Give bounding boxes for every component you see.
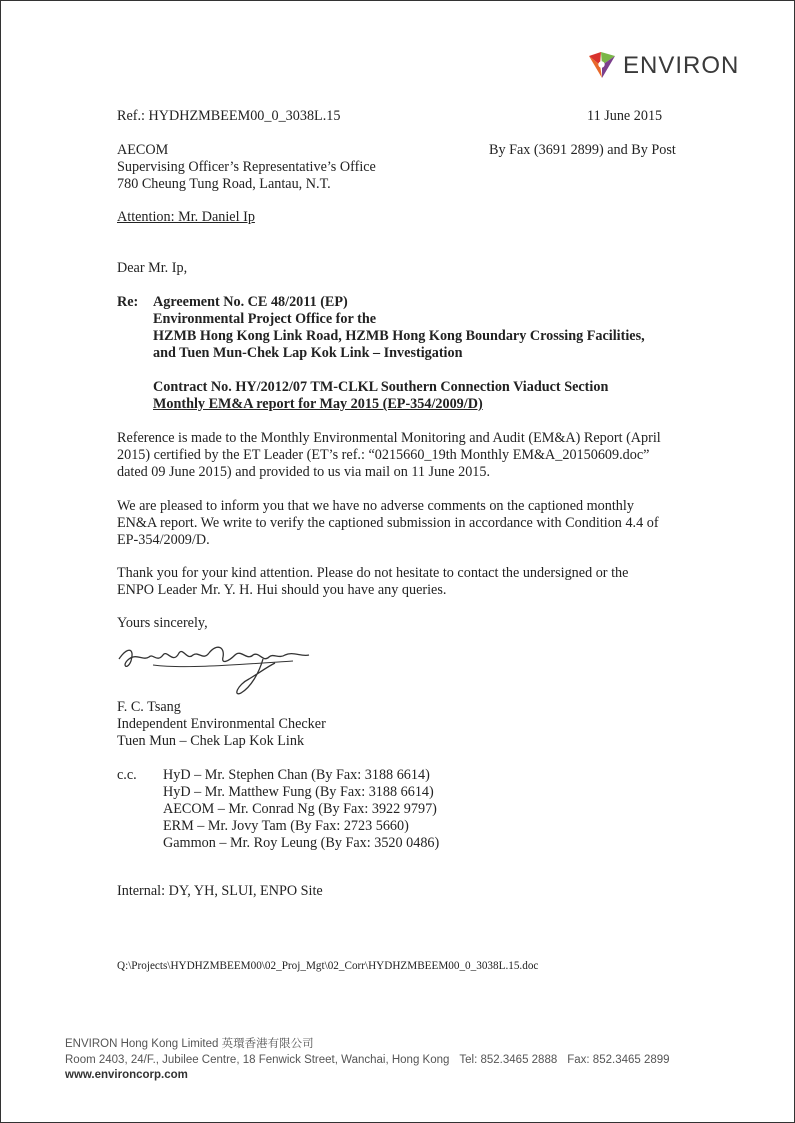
paragraph-line: EN&A report. We write to verify the captioned submission in accordance with Condition 4.4 of: [117, 515, 659, 531]
paragraph-line: EP-354/2009/D.: [117, 532, 210, 548]
contract-line: Contract No. HY/2012/07 TM-CLKL Southern Connection Viaduct Section: [153, 379, 609, 395]
paragraph-line: We are pleased to inform you that we have no adverse comments on the captioned monthly: [117, 498, 634, 514]
paragraph-line: Reference is made to the Monthly Environmental Monitoring and Audit (EM&A) Report (April: [117, 430, 661, 446]
paragraph-reference: [117, 430, 685, 481]
paragraph-comments: [117, 498, 685, 549]
recipient-address: [117, 142, 376, 193]
cc-item: Gammon – Mr. Roy Leung (By Fax: 3520 0486): [163, 835, 440, 851]
cc-list: [163, 767, 439, 852]
reference-number: Ref.: HYDHZMBEEM00_0_3038L.15: [117, 108, 341, 124]
subject-line: HZMB Hong Kong Link Road, HZMB Hong Kong Boundary Crossing Facilities,: [153, 328, 645, 344]
paragraph-thanks: [117, 565, 685, 599]
contract-block: [153, 379, 608, 413]
paragraph-line: dated 09 June 2015) and provided to us via mail on 11 June 2015.: [117, 464, 491, 480]
cc-label: c.c.: [117, 767, 137, 783]
paragraph-line: Thank you for your kind attention. Please do not hesitate to contact the undersigned or the: [117, 565, 629, 581]
environ-logo-text: ENVIRON: [623, 51, 740, 79]
footer-contact-row: [65, 1053, 670, 1069]
company-footer: [65, 1037, 670, 1084]
environ-logo: [587, 50, 739, 80]
footer-fax: Fax: 852.3465 2899: [567, 1053, 670, 1066]
cc-item: HyD – Mr. Stephen Chan (By Fax: 3188 6614): [163, 767, 430, 783]
paragraph-line: ENPO Leader Mr. Y. H. Hui should you have any queries.: [117, 582, 447, 598]
salutation: Dear Mr. Ip,: [117, 260, 188, 276]
attention-line: Attention: Mr. Daniel Ip: [117, 209, 255, 225]
handwritten-signature: [113, 639, 313, 699]
subject-line: Agreement No. CE 48/2011 (EP): [153, 294, 348, 310]
recipient-line: Supervising Officer’s Representative’s Office: [117, 159, 376, 175]
report-title: Monthly EM&A report for May 2015 (EP-354/2009/D): [153, 396, 483, 412]
signatory-block: [117, 699, 326, 750]
footer-company: ENVIRON Hong Kong Limited 英環香港有限公司: [65, 1038, 314, 1050]
cc-item: HyD – Mr. Matthew Fung (By Fax: 3188 6614): [163, 784, 434, 800]
cc-item: ERM – Mr. Jovy Tam (By Fax: 2723 5660): [163, 818, 409, 834]
recipient-line: 780 Cheung Tung Road, Lantau, N.T.: [117, 176, 331, 192]
footer-address: Room 2403, 24/F., Jubilee Centre, 18 Fenwick Street, Wanchai, Hong Kong: [65, 1053, 450, 1066]
internal-distribution: Internal: DY, YH, SLUI, ENPO Site: [117, 883, 323, 899]
re-label: Re:: [117, 294, 139, 310]
recipient-line: AECOM: [117, 142, 169, 158]
signatory-line: F. C. Tsang: [117, 699, 181, 715]
subject-line: and Tuen Mun-Chek Lap Kok Link – Investigation: [153, 345, 463, 361]
signatory-line: Tuen Mun – Chek Lap Kok Link: [117, 733, 305, 749]
subject-block: [153, 294, 645, 362]
subject-line: Environmental Project Office for the: [153, 311, 377, 327]
paragraph-line: 2015) certified by the ET Leader (ET’s ref.: “0215660_19th Monthly EM&A_20150609.doc”: [117, 447, 650, 463]
cc-item: AECOM – Mr. Conrad Ng (By Fax: 3922 9797): [163, 801, 437, 817]
footer-website-link[interactable]: www.environcorp.com: [65, 1069, 188, 1081]
closing: Yours sincerely,: [117, 615, 208, 631]
environ-logo-mark-icon: [587, 50, 617, 80]
delivery-method: By Fax (3691 2899) and By Post: [489, 142, 676, 158]
signatory-line: Independent Environmental Checker: [117, 716, 326, 732]
letter-date: 11 June 2015: [587, 108, 663, 124]
file-path: Q:\Projects\HYDHZMBEEM00\02_Proj_Mgt\02_Corr\HYDHZMBEEM00_0_3038L.15.doc: [117, 960, 539, 972]
footer-tel: Tel: 852.3465 2888: [459, 1053, 558, 1066]
